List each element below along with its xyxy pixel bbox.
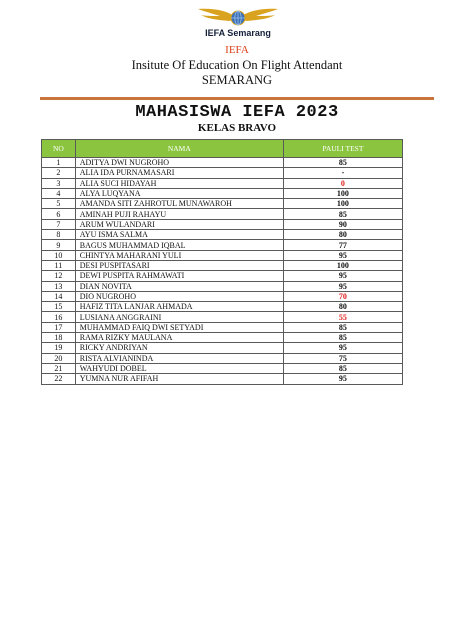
document-title: MAHASISWA IEFA 2023 bbox=[135, 103, 339, 122]
pauli-score-cell: - bbox=[283, 168, 402, 178]
table-row bbox=[42, 363, 403, 373]
table-row bbox=[42, 343, 403, 353]
student-name-cell: LUSIANA ANGGRAINI bbox=[75, 312, 283, 322]
student-name-cell: RISTA ALVIANINDA bbox=[75, 353, 283, 363]
pauli-score-cell: 75 bbox=[283, 353, 402, 363]
table-row bbox=[42, 281, 403, 291]
row-number-cell: 10 bbox=[42, 250, 76, 260]
table-row bbox=[42, 158, 403, 168]
row-number-cell: 15 bbox=[42, 302, 76, 312]
student-name-cell: DIO NUGROHO bbox=[75, 291, 283, 301]
student-name-cell: DEWI PUSPITA RAHMAWATI bbox=[75, 271, 283, 281]
table-row bbox=[42, 250, 403, 260]
table-row bbox=[42, 168, 403, 178]
row-number-cell: 22 bbox=[42, 374, 76, 384]
student-name-cell: ALIA SUCI HIDAYAH bbox=[75, 178, 283, 188]
student-name-cell: CHINTYA MAHARANI YULI bbox=[75, 250, 283, 260]
pauli-score-cell: 0 bbox=[283, 178, 402, 188]
pauli-score-cell: 95 bbox=[283, 271, 402, 281]
table-row bbox=[42, 240, 403, 250]
table-row bbox=[42, 219, 403, 229]
row-number-cell: 19 bbox=[42, 343, 76, 353]
table-row bbox=[42, 199, 403, 209]
table-row bbox=[42, 333, 403, 343]
pauli-score-cell: 100 bbox=[283, 199, 402, 209]
student-name-cell: DIAN NOVITA bbox=[75, 281, 283, 291]
student-name-cell: ALYA LUQYANA bbox=[75, 188, 283, 198]
column-header-pauli-test: PAULI TEST bbox=[283, 140, 402, 158]
table-row bbox=[42, 209, 403, 219]
row-number-cell: 4 bbox=[42, 188, 76, 198]
org-short-name: IEFA bbox=[225, 44, 249, 56]
row-number-cell: 14 bbox=[42, 291, 76, 301]
class-subtitle: KELAS BRAVO bbox=[197, 122, 277, 134]
pauli-score-cell: 85 bbox=[283, 322, 402, 332]
row-number-cell: 6 bbox=[42, 209, 76, 219]
pauli-score-cell: 70 bbox=[283, 291, 402, 301]
pauli-score-cell: 90 bbox=[283, 219, 402, 229]
table-row bbox=[42, 291, 403, 301]
student-name-cell: AMINAH PUJI RAHAYU bbox=[75, 209, 283, 219]
column-header-no: NO bbox=[42, 140, 76, 158]
pauli-score-cell: 95 bbox=[283, 281, 402, 291]
table-row bbox=[42, 230, 403, 240]
pauli-score-cell: 100 bbox=[283, 260, 402, 270]
table-row bbox=[42, 322, 403, 332]
header-divider bbox=[40, 97, 434, 100]
student-name-cell: YUMNA NUR AFIFAH bbox=[75, 374, 283, 384]
student-name-cell: RICKY ANDRIYAN bbox=[75, 343, 283, 353]
table-row bbox=[42, 271, 403, 281]
student-name-cell: RAMA RIZKY MAULANA bbox=[75, 333, 283, 343]
student-name-cell: ADITYA DWI NUGROHO bbox=[75, 158, 283, 168]
pauli-score-cell: 77 bbox=[283, 240, 402, 250]
row-number-cell: 21 bbox=[42, 363, 76, 373]
row-number-cell: 1 bbox=[42, 158, 76, 168]
logo-text: IEFA Semarang bbox=[205, 28, 271, 38]
row-number-cell: 9 bbox=[42, 240, 76, 250]
row-number-cell: 17 bbox=[42, 322, 76, 332]
table-row bbox=[42, 312, 403, 322]
column-header-name: NAMA bbox=[75, 140, 283, 158]
student-name-cell: HAFIZ TITA LANJAR AHMADA bbox=[75, 302, 283, 312]
row-number-cell: 2 bbox=[42, 168, 76, 178]
student-name-cell: WAHYUDI DOBEL bbox=[75, 363, 283, 373]
pauli-score-cell: 85 bbox=[283, 363, 402, 373]
row-number-cell: 16 bbox=[42, 312, 76, 322]
pauli-score-cell: 85 bbox=[283, 209, 402, 219]
table-row bbox=[42, 188, 403, 198]
row-number-cell: 20 bbox=[42, 353, 76, 363]
pauli-score-cell: 95 bbox=[283, 250, 402, 260]
student-name-cell: DESI PUSPITASARI bbox=[75, 260, 283, 270]
table-row bbox=[42, 374, 403, 384]
student-name-cell: ARUM WULANDARI bbox=[75, 219, 283, 229]
iefa-logo bbox=[196, 6, 280, 42]
table-row bbox=[42, 302, 403, 312]
row-number-cell: 3 bbox=[42, 178, 76, 188]
row-number-cell: 12 bbox=[42, 271, 76, 281]
table-row bbox=[42, 353, 403, 363]
table-row bbox=[42, 178, 403, 188]
pauli-score-cell: 80 bbox=[283, 230, 402, 240]
row-number-cell: 7 bbox=[42, 219, 76, 229]
student-name-cell: MUHAMMAD FAIQ DWI SETYADI bbox=[75, 322, 283, 332]
row-number-cell: 18 bbox=[42, 333, 76, 343]
table-header-row bbox=[42, 140, 403, 158]
row-number-cell: 5 bbox=[42, 199, 76, 209]
pauli-score-cell: 95 bbox=[283, 374, 402, 384]
pauli-score-cell: 100 bbox=[283, 188, 402, 198]
pauli-score-cell: 80 bbox=[283, 302, 402, 312]
org-full-name: Insitute Of Education On Flight Attendant bbox=[131, 58, 343, 72]
pauli-score-cell: 55 bbox=[283, 312, 402, 322]
org-city: SEMARANG bbox=[201, 73, 273, 87]
student-name-cell: AYU ISMA SALMA bbox=[75, 230, 283, 240]
table-row bbox=[42, 260, 403, 270]
row-number-cell: 11 bbox=[42, 260, 76, 270]
row-number-cell: 13 bbox=[42, 281, 76, 291]
student-score-table bbox=[41, 139, 403, 385]
row-number-cell: 8 bbox=[42, 230, 76, 240]
student-name-cell: BAGUS MUHAMMAD IQBAL bbox=[75, 240, 283, 250]
student-name-cell: ALIA IDA PURNAMASARI bbox=[75, 168, 283, 178]
pauli-score-cell: 95 bbox=[283, 343, 402, 353]
pauli-score-cell: 85 bbox=[283, 158, 402, 168]
student-name-cell: AMANDA SITI ZAHROTUL MUNAWAROH bbox=[75, 199, 283, 209]
pauli-score-cell: 85 bbox=[283, 333, 402, 343]
